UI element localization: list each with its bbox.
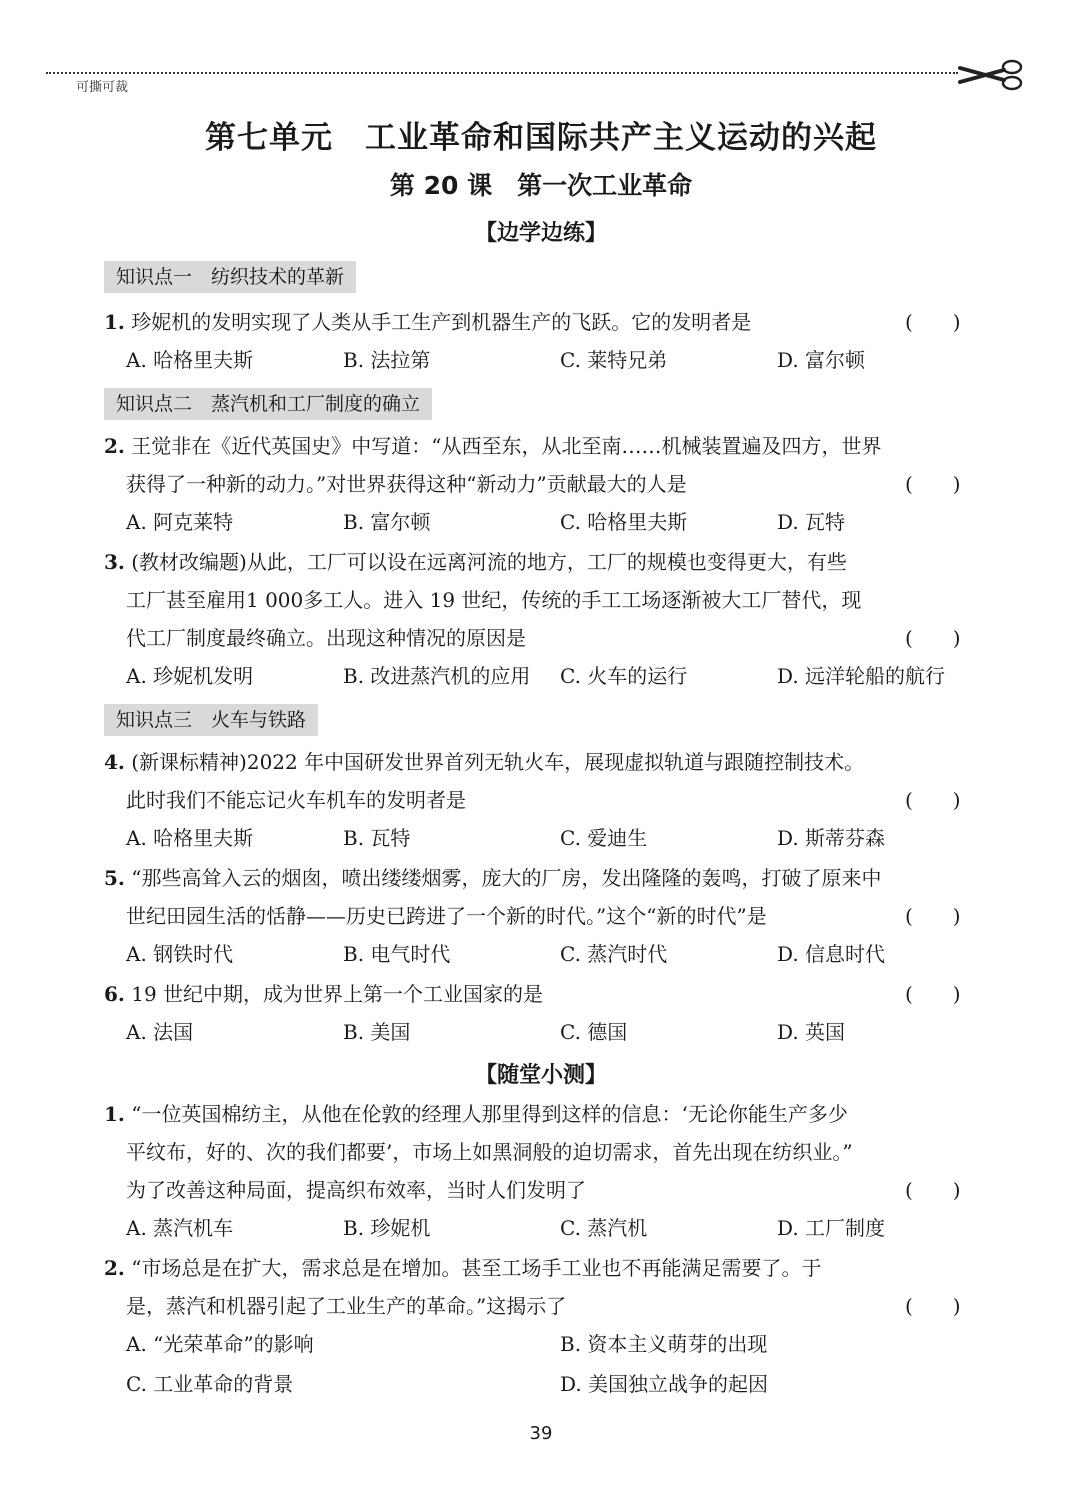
- question-line: 1. 珍妮机的发明实现了人类从手工生产到机器生产的飞跃。它的发明者是: [104, 310, 752, 334]
- option-b[interactable]: B. 法拉第: [343, 348, 431, 372]
- option-d[interactable]: D. 工厂制度: [777, 1216, 886, 1240]
- answer-blank[interactable]: ( ): [905, 982, 961, 1006]
- option-d[interactable]: D. 斯蒂芬森: [777, 826, 886, 850]
- question-number: 5.: [104, 866, 125, 890]
- question-line: 代工厂制度最终确立。出现这种情况的原因是: [126, 626, 526, 650]
- question-line: 获得了一种新的动力。”对世界获得这种“新动力”贡献最大的人是: [126, 472, 687, 496]
- question-number: 4.: [104, 750, 125, 774]
- answer-blank[interactable]: ( ): [905, 626, 961, 650]
- question-line: 2. “市场总是在扩大，需求总是在增加。甚至工场手工业也不再能满足需要了。于: [104, 1256, 822, 1280]
- question-line: 平纹布，好的、次的我们都要’，市场上如黑洞般的迫切需求，首先出现在纺织业。”: [126, 1140, 853, 1164]
- question-line: 6. 19 世纪中期，成为世界上第一个工业国家的是: [104, 982, 544, 1006]
- question-line: 工厂甚至雇用1 000多工人。进入 19 世纪，传统的手工工场逐渐被大工厂替代，现: [126, 588, 862, 612]
- question-line: 4. (新课标精神)2022 年中国研发世界首列无轨火车，展现虚拟轨道与跟随控制技术。: [104, 750, 865, 774]
- answer-blank[interactable]: ( ): [905, 310, 961, 334]
- question-line: 为了改善这种局面，提高织布效率，当时人们发明了: [126, 1178, 586, 1202]
- cut-line: [46, 72, 958, 74]
- unit-title: 第七单元 工业革命和国际共产主义运动的兴起: [205, 120, 877, 156]
- option-c[interactable]: C. 莱特兄弟: [560, 348, 668, 372]
- page-number: 39: [529, 1423, 553, 1444]
- section-title-quiz: 【随堂小测】: [474, 1063, 607, 1088]
- answer-blank[interactable]: ( ): [905, 472, 961, 496]
- option-d[interactable]: D. 信息时代: [777, 942, 886, 966]
- option-a[interactable]: A. 法国: [126, 1020, 194, 1044]
- option-b[interactable]: B. 珍妮机: [343, 1216, 431, 1240]
- option-b[interactable]: B. 改进蒸汽机的应用: [343, 664, 531, 688]
- answer-blank[interactable]: ( ): [905, 788, 961, 812]
- option-c[interactable]: C. 工业革命的背景: [126, 1372, 294, 1396]
- lesson-title: 第 20 课 第一次工业革命: [389, 171, 693, 200]
- option-a[interactable]: A. 蒸汽机车: [126, 1216, 234, 1240]
- option-b[interactable]: B. 美国: [343, 1020, 411, 1044]
- option-a[interactable]: A. 钢铁时代: [126, 942, 234, 966]
- question-number: 2.: [104, 434, 125, 458]
- option-d[interactable]: D. 富尔顿: [777, 348, 866, 372]
- answer-blank[interactable]: ( ): [905, 904, 961, 928]
- knowledge-point-1: 知识点一 纺织技术的革新: [104, 261, 356, 293]
- option-d[interactable]: D. 瓦特: [777, 510, 846, 534]
- option-c[interactable]: C. 蒸汽时代: [560, 942, 668, 966]
- option-d[interactable]: D. 远洋轮船的航行: [777, 664, 946, 688]
- question-number: 1.: [104, 310, 125, 334]
- question-line: 此时我们不能忘记火车机车的发明者是: [126, 788, 466, 812]
- question-line: 3. (教材改编题)从此，工厂可以设在远离河流的地方，工厂的规模也变得更大，有些: [104, 550, 847, 574]
- option-c[interactable]: C. 火车的运行: [560, 664, 688, 688]
- option-d[interactable]: D. 英国: [777, 1020, 846, 1044]
- option-b[interactable]: B. 富尔顿: [343, 510, 431, 534]
- question-line: 5. “那些高耸入云的烟囱，喷出缕缕烟雾，庞大的厂房，发出隆隆的轰鸣，打破了原来中: [104, 866, 882, 890]
- option-d[interactable]: D. 美国独立战争的起因: [560, 1372, 769, 1396]
- option-a[interactable]: A. “光荣革命”的影响: [126, 1332, 314, 1356]
- option-a[interactable]: A. 阿克莱特: [126, 510, 234, 534]
- option-a[interactable]: A. 哈格里夫斯: [126, 348, 254, 372]
- option-c[interactable]: C. 蒸汽机: [560, 1216, 648, 1240]
- option-b[interactable]: B. 资本主义萌芽的出现: [560, 1332, 768, 1356]
- option-c[interactable]: C. 德国: [560, 1020, 628, 1044]
- section-title-practice: 【边学边练】: [474, 221, 607, 246]
- option-c[interactable]: C. 爱迪生: [560, 826, 648, 850]
- cut-label: 可撕可裁: [76, 80, 129, 95]
- question-line: 1. “一位英国棉纺主，从他在伦敦的经理人那里得到这样的信息：‘无论你能生产多少: [104, 1102, 848, 1126]
- question-line: 世纪田园生活的恬静——历史已跨进了一个新的时代。”这个“新的时代”是: [126, 904, 767, 928]
- knowledge-point-3: 知识点三 火车与铁路: [104, 704, 318, 736]
- option-c[interactable]: C. 哈格里夫斯: [560, 510, 688, 534]
- scissors-icon: [958, 58, 1028, 92]
- option-b[interactable]: B. 瓦特: [343, 826, 411, 850]
- question-number: 6.: [104, 982, 125, 1006]
- answer-blank[interactable]: ( ): [905, 1294, 961, 1318]
- option-a[interactable]: A. 珍妮机发明: [126, 664, 254, 688]
- question-line: 是，蒸汽和机器引起了工业生产的革命。”这揭示了: [126, 1294, 567, 1318]
- question-number: 3.: [104, 550, 125, 574]
- knowledge-point-2: 知识点二 蒸汽机和工厂制度的确立: [104, 388, 432, 420]
- question-line: 2. 王觉非在《近代英国史》中写道：“从西至东，从北至南……机械装置遍及四方，世界: [104, 434, 882, 458]
- answer-blank[interactable]: ( ): [905, 1178, 961, 1202]
- question-number: 2.: [104, 1256, 125, 1280]
- option-a[interactable]: A. 哈格里夫斯: [126, 826, 254, 850]
- option-b[interactable]: B. 电气时代: [343, 942, 451, 966]
- question-number: 1.: [104, 1102, 125, 1126]
